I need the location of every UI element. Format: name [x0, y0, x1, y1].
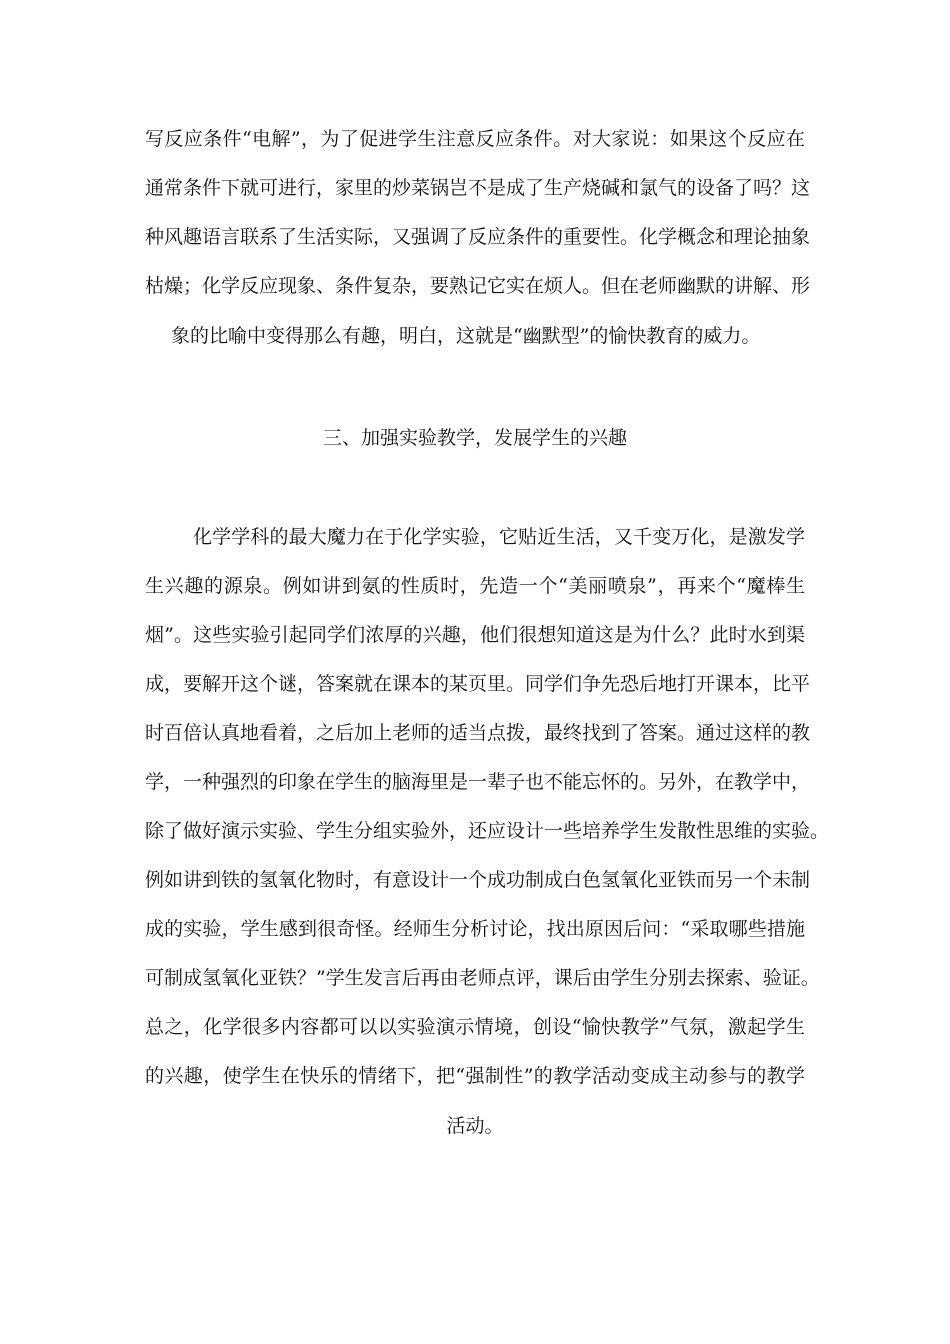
paragraph-line: 总之，化学很多内容都可以以实验演示情境，创设“愉快教学”气氛，激起学生 — [145, 1016, 805, 1038]
paragraph-line: 活动。 — [446, 1115, 504, 1137]
paragraph-line: 种风趣语言联系了生活实际，又强调了反应条件的重要性。化学概念和理论抽象 — [145, 226, 811, 248]
paragraph-line: 通常条件下就可进行，家里的炒菜锅岂不是成了生产烧碱和氯气的设备了吗？这 — [145, 177, 811, 199]
paragraph-line: 成的实验，学生感到很奇怪。经师生分析讨论，找出原因后问：“采取哪些措施 — [145, 918, 805, 940]
paragraph-line: 生兴趣的源泉。例如讲到氨的性质时，先造一个“美丽喷泉”，再来个“魔棒生 — [145, 575, 805, 597]
paragraph-line: 的兴趣，使学生在快乐的情绪下，把“强制性”的教学活动变成主动参与的教学 — [145, 1065, 805, 1087]
paragraph-line: 学，一种强烈的印象在学生的脑海里是一辈子也不能忘怀的。另外，在教学中， — [145, 771, 811, 793]
paragraph-line: 成，要解开这个谜，答案就在课本的某页里。同学们争先恐后地打开课本，比平 — [145, 673, 811, 695]
paragraph-line: 写反应条件“电解”，为了促进学生注意反应条件。对大家说：如果这个反应在 — [145, 128, 805, 150]
paragraph-line: 化学学科的最大魔力在于化学实验，它贴近生活，又千变万化，是激发学 — [193, 526, 805, 548]
section-heading: 三、加强实验教学，发展学生的兴趣 — [322, 427, 627, 449]
paragraph-line: 时百倍认真地看着，之后加上老师的适当点拨，最终找到了答案。通过这样的教 — [145, 722, 811, 744]
paragraph-line: 枯燥；化学反应现象、条件复杂，要熟记它实在烦人。但在老师幽默的讲解、形 — [145, 275, 811, 297]
paragraph-line: 烟”。这些实验引起同学们浓厚的兴趣，他们很想知道这是为什么？此时水到渠 — [145, 624, 805, 646]
paragraph-line: 除了做好演示实验、学生分组实验外，还应设计一些培养学生发散性思维的实验。 — [145, 820, 830, 842]
paragraph-line: 例如讲到铁的氢氧化物时，有意设计一个成功制成白色氢氧化亚铁而另一个未制 — [145, 869, 811, 891]
paragraph-line: 象的比喻中变得那么有趣，明白，这就是“幽默型”的愉快教育的威力。 — [171, 325, 761, 347]
paragraph-line: 可制成氢氧化亚铁？”学生发言后再由老师点评，课后由学生分别去探索、验证。 — [145, 967, 820, 989]
